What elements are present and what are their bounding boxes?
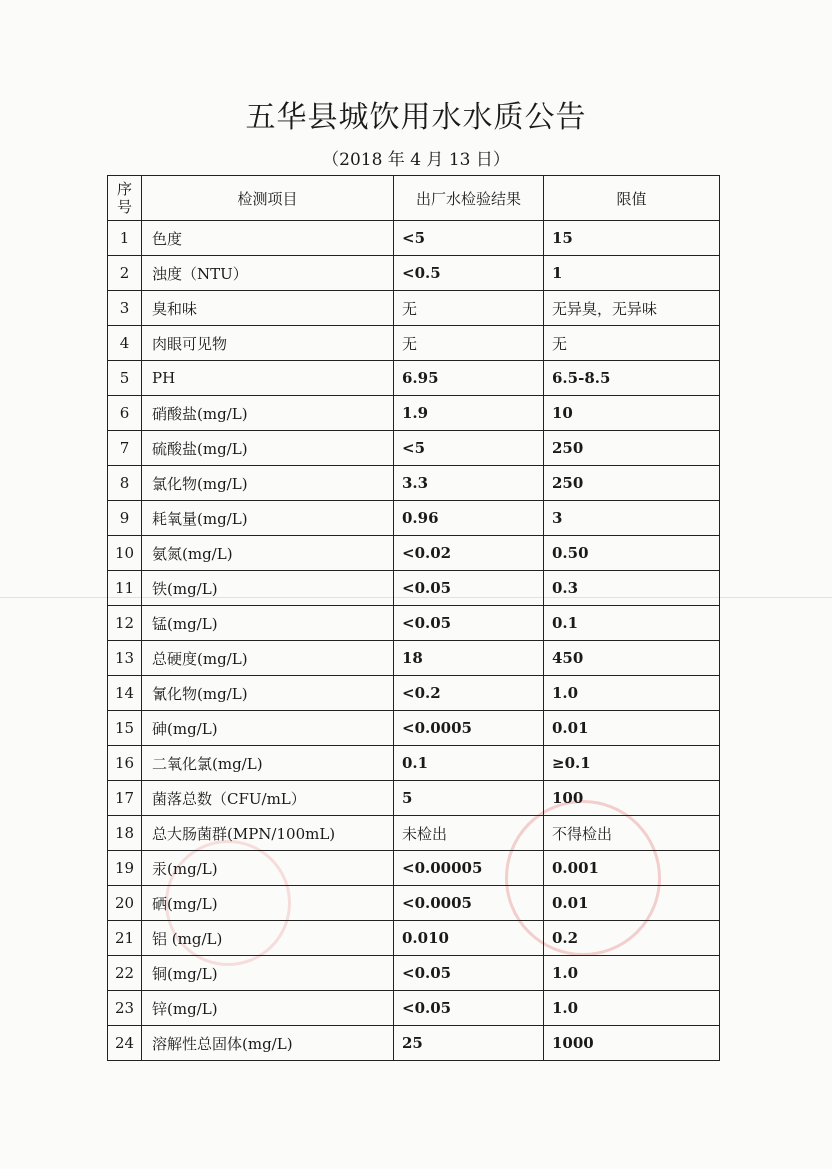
row-number: 17: [108, 781, 142, 816]
row-limit: 250: [544, 431, 720, 466]
row-number: 20: [108, 886, 142, 921]
row-number: 1: [108, 221, 142, 256]
row-result: <0.02: [394, 536, 544, 571]
row-result: 0.010: [394, 921, 544, 956]
row-item: 硫酸盐(mg/L): [142, 431, 394, 466]
header-seq-label: 序号: [117, 180, 133, 216]
row-result: 0.1: [394, 746, 544, 781]
row-limit: 1.0: [544, 956, 720, 991]
header-limit: 限值: [544, 176, 720, 221]
row-item: 耗氧量(mg/L): [142, 501, 394, 536]
row-number: 22: [108, 956, 142, 991]
row-item: 菌落总数（CFU/mL）: [142, 781, 394, 816]
row-item: 锌(mg/L): [142, 991, 394, 1026]
row-number: 12: [108, 606, 142, 641]
table-row: [108, 326, 720, 361]
row-result: <0.2: [394, 676, 544, 711]
row-item: 铁(mg/L): [142, 571, 394, 606]
row-result: 1.9: [394, 396, 544, 431]
row-item: 氨氮(mg/L): [142, 536, 394, 571]
row-item: 锰(mg/L): [142, 606, 394, 641]
row-number: 23: [108, 991, 142, 1026]
water-quality-table-container: [107, 175, 720, 1061]
row-result: 3.3: [394, 466, 544, 501]
row-result: <0.0005: [394, 711, 544, 746]
row-result: <5: [394, 221, 544, 256]
row-item: 氰化物(mg/L): [142, 676, 394, 711]
row-limit: 10: [544, 396, 720, 431]
row-limit: 0.001: [544, 851, 720, 886]
table-row: [108, 501, 720, 536]
table-row: [108, 396, 720, 431]
row-limit: 450: [544, 641, 720, 676]
row-limit: 0.2: [544, 921, 720, 956]
row-item: 溶解性总固体(mg/L): [142, 1026, 394, 1061]
row-item: 氯化物(mg/L): [142, 466, 394, 501]
table-row: [108, 1026, 720, 1061]
row-result: 5: [394, 781, 544, 816]
table-row: [108, 956, 720, 991]
row-limit: 100: [544, 781, 720, 816]
row-result: <0.00005: [394, 851, 544, 886]
row-limit: 0.3: [544, 571, 720, 606]
table-row: [108, 361, 720, 396]
row-limit: 250: [544, 466, 720, 501]
row-limit: 1.0: [544, 676, 720, 711]
table-row: [108, 746, 720, 781]
row-result: <0.05: [394, 571, 544, 606]
table-row: [108, 256, 720, 291]
row-number: 18: [108, 816, 142, 851]
row-number: 16: [108, 746, 142, 781]
row-number: 24: [108, 1026, 142, 1061]
row-number: 13: [108, 641, 142, 676]
row-item: 汞(mg/L): [142, 851, 394, 886]
table-row: [108, 676, 720, 711]
row-number: 6: [108, 396, 142, 431]
row-result: 无: [394, 326, 544, 361]
table-row: [108, 291, 720, 326]
row-number: 3: [108, 291, 142, 326]
row-number: 7: [108, 431, 142, 466]
row-result: <0.05: [394, 991, 544, 1026]
table-row: [108, 711, 720, 746]
table-row: [108, 921, 720, 956]
row-number: 10: [108, 536, 142, 571]
row-limit: 0.01: [544, 711, 720, 746]
row-result: <0.05: [394, 956, 544, 991]
table-row: [108, 571, 720, 606]
row-item: 总硬度(mg/L): [142, 641, 394, 676]
row-item: 铜(mg/L): [142, 956, 394, 991]
row-limit: 6.5-8.5: [544, 361, 720, 396]
table-row: [108, 641, 720, 676]
header-seq: [108, 176, 142, 221]
row-item: 铝 (mg/L): [142, 921, 394, 956]
row-number: 4: [108, 326, 142, 361]
row-limit: 3: [544, 501, 720, 536]
table-row: [108, 536, 720, 571]
row-limit: 0.50: [544, 536, 720, 571]
row-item: 总大肠菌群(MPN/100mL): [142, 816, 394, 851]
row-result: 6.95: [394, 361, 544, 396]
table-row: [108, 431, 720, 466]
table-body: [108, 221, 720, 1061]
row-result: 无: [394, 291, 544, 326]
row-limit: 1000: [544, 1026, 720, 1061]
row-number: 8: [108, 466, 142, 501]
page-title: 五华县城饮用水水质公告: [245, 100, 587, 135]
table-row: [108, 816, 720, 851]
row-limit: 15: [544, 221, 720, 256]
row-limit: 无: [544, 326, 720, 361]
row-number: 5: [108, 361, 142, 396]
table-row: [108, 851, 720, 886]
row-item: 硒(mg/L): [142, 886, 394, 921]
row-result: <0.5: [394, 256, 544, 291]
row-item: 色度: [142, 221, 394, 256]
table-row: [108, 991, 720, 1026]
header-result: 出厂水检验结果: [394, 176, 544, 221]
row-number: 15: [108, 711, 142, 746]
row-item: 二氧化氯(mg/L): [142, 746, 394, 781]
header-item: 检测项目: [142, 176, 394, 221]
row-item: 浊度（NTU）: [142, 256, 394, 291]
table-row: [108, 886, 720, 921]
row-result: 18: [394, 641, 544, 676]
table-row: [108, 221, 720, 256]
table-row: [108, 466, 720, 501]
announcement-date: （2018 年 4 月 13 日）: [322, 150, 510, 170]
table-row: [108, 781, 720, 816]
row-limit: 不得检出: [544, 816, 720, 851]
row-limit: 0.01: [544, 886, 720, 921]
row-result: 25: [394, 1026, 544, 1061]
row-result: <0.05: [394, 606, 544, 641]
table-row: [108, 606, 720, 641]
table-header-row: [108, 176, 720, 221]
row-result: 未检出: [394, 816, 544, 851]
water-quality-table: [107, 175, 720, 1061]
row-number: 11: [108, 571, 142, 606]
row-limit: 0.1: [544, 606, 720, 641]
row-result: <0.0005: [394, 886, 544, 921]
row-limit: ≥0.1: [544, 746, 720, 781]
row-result: 0.96: [394, 501, 544, 536]
row-item: 砷(mg/L): [142, 711, 394, 746]
row-item: 硝酸盐(mg/L): [142, 396, 394, 431]
row-result: <5: [394, 431, 544, 466]
row-number: 19: [108, 851, 142, 886]
row-number: 2: [108, 256, 142, 291]
row-number: 9: [108, 501, 142, 536]
row-item: 臭和味: [142, 291, 394, 326]
row-item: 肉眼可见物: [142, 326, 394, 361]
row-limit: 1: [544, 256, 720, 291]
row-number: 14: [108, 676, 142, 711]
row-number: 21: [108, 921, 142, 956]
row-item: PH: [142, 361, 394, 396]
row-limit: 无异臭，无异味: [544, 291, 720, 326]
row-limit: 1.0: [544, 991, 720, 1026]
